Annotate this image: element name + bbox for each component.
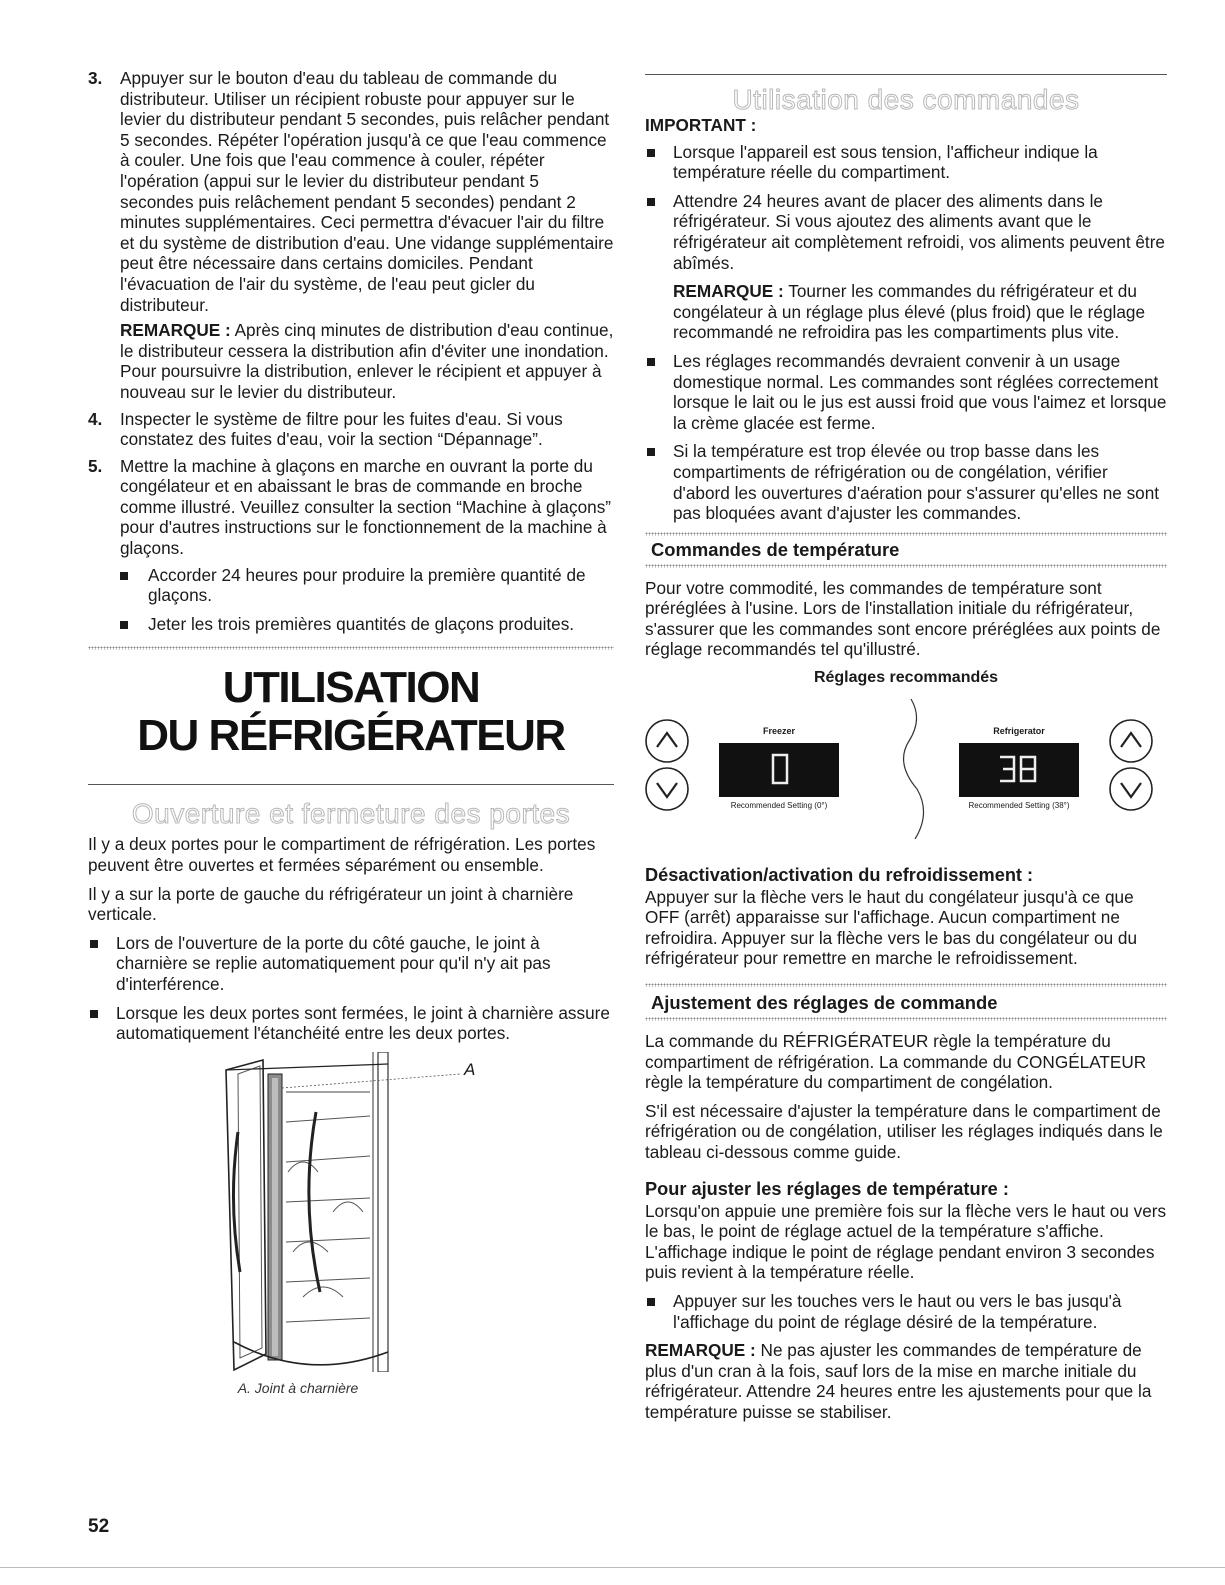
right-column [645, 68, 1167, 1423]
adjust-temperature-title: Pour ajuster les réglages de température : [645, 1178, 1009, 1199]
freezer-up-button[interactable] [646, 720, 688, 762]
step-5 [88, 456, 614, 559]
paragraph: Il y a deux portes pour le compartiment de réfrigération. Les portes peuvent être ouvertes et fermées séparément ou ensemble. [88, 834, 596, 876]
page-bottom-rule [0, 1567, 1225, 1568]
bullet-item: Les réglages recommandés devraient convenir à un usage domestique normal. Les commandes sont réglées correctement lorsque le lait ou le jus est aussi froid que vous l'aimez et lorsque la crème glacée est ferme. [645, 351, 1167, 433]
paragraph: La commande du RÉFRIGÉRATEUR règle la température du compartiment de réfrigération. La commande du CONGÉLATEUR règle la température du compartiment de congélation. [645, 1031, 1147, 1093]
note-label: REMARQUE : [673, 281, 784, 302]
fridge-recommended: Recommended Setting (38°) [968, 800, 1070, 810]
paragraph: Lorsqu'on appuie une première fois sur la flèche vers le haut ou vers le bas, le point de réglage actuel de la température s'affiche. L'affichage indique le point de réglage pendant environ 3 secondes puis revient à la température réelle. [645, 1200, 1167, 1283]
important-list [645, 142, 1167, 524]
cooling-toggle-title: Désactivation/activation du refroidissement : [645, 864, 1034, 885]
fridge-label: Refrigerator [993, 725, 1045, 736]
note-text: Ne pas ajuster les commandes de température de plus d'un cran à la fois, sauf lors de la mise en marche initiale du réfrigérateur. Attendre 24 heures entre les ajustements pour que la température puisse se stabiliser. [645, 1340, 1152, 1422]
dotted-divider [645, 983, 1167, 987]
figure-label: A [464, 1059, 476, 1079]
dotted-divider [645, 532, 1167, 536]
bullet-item: Lors de l'ouverture de la porte du côté gauche, le joint à charnière se replie automatiquement pour qu'il n'y ait pas d'interférence. [88, 933, 614, 995]
step-number: 4. [88, 408, 103, 429]
bullet-item: Accorder 24 heures pour produire la première quantité de glaçons. [88, 565, 614, 606]
bullet-list [88, 933, 614, 1044]
step-note [120, 320, 614, 402]
bullet-item: Jeter les trois premières quantités de glaçons produites. [88, 614, 614, 635]
paragraph: Appuyer sur la flèche vers le haut du congélateur jusqu'à ce que OFF (arrêt) apparaisse sur l'affichage. Aucun compartiment ne refroidira. Appuyer sur la flèche vers le bas du congélateur ou du réfrigérateur pour remettre en marche le refroidissement. [645, 886, 1138, 969]
note-text: Tourner les commandes du réfrigérateur et du congélateur à un réglage plus élevé (plus froid) que le réglage recommandé ne refroidira pas les compartiments plus vite. [673, 281, 1146, 343]
bullet-item: Lorsque les deux portes sont fermées, le joint à charnière assure automatiquement l'étanchéité entre les deux portes. [88, 1003, 614, 1044]
left-column [88, 68, 614, 1412]
step-text: Inspecter le système de filtre pour les fuites d'eau. Si vous constatez des fuites d'eau, voir la section “Dépannage”. [120, 408, 563, 450]
important-label: IMPORTANT : [645, 115, 757, 135]
note-text: Après cinq minutes de distribution d'eau continue, le distributeur cessera la distribution afin d'éviter une inondation. Pour poursuivre la distribution, enlever le récipient et appuyer à nouveau sur le levier du distributeur. [120, 320, 614, 402]
step-text: Mettre la machine à glaçons en marche en ouvrant la porte du congélateur et en abaissant le bras de commande en broche comme illustré. Veuillez consulter la section “Machine à glaçons” pour d'autres instructions sur le fonctionnement de la machine à glaçons. [120, 455, 612, 559]
step-number: 3. [88, 68, 103, 88]
panel-graphics [645, 689, 1167, 839]
dotted-divider [645, 1017, 1167, 1021]
section-rule [88, 784, 614, 785]
refrigerator-door-illustration [88, 1052, 614, 1372]
temperature-controls-title: Commandes de température [651, 538, 900, 560]
page-number: 52 [88, 1516, 110, 1537]
section-title: Ouverture et fermeture des portes [131, 798, 571, 830]
step-5-bullets [88, 565, 614, 635]
paragraph: S'il est nécessaire d'ajuster la température dans le compartiment de réfrigération ou de congélation, utiliser les réglages indiqués dans le tableau ci-dessous comme guide. [645, 1100, 1163, 1162]
important-note [645, 281, 1167, 343]
freezer-label: Freezer [762, 725, 796, 736]
adjust-settings-title: Ajustement des réglages de commande [651, 992, 998, 1014]
fridge-down-button[interactable] [1110, 768, 1152, 810]
chapter-title [88, 664, 614, 760]
step-4 [88, 409, 614, 450]
chapter-title-line-1: UTILISATION [222, 663, 480, 713]
step-text: Appuyer sur le bouton d'eau du tableau de commande du distributeur. Utiliser un récipient robuste pour appuyer sur le levier du distributeur pendant 5 secondes, puis relâcher pendant 5 secondes. Répéter l'opération jusqu'à ce que l'eau commence à couler. Une fois que l'eau commence à couler, répéter l'opération (appui sur le levier du distributeur pendant 5 secondes puis relâchement pendant 5 secondes) pendant 2 minutes supplémentaires. Ceci permettra d'évacuer l'air du filtre et du système de distribution d'eau. Une vidange supplémentaire peut être nécessaire dans certains domiciles. Pendant l'évacuation de l'air du système, de l'eau peut gicler du distributeur. [120, 68, 614, 315]
note-label: REMARQUE : [645, 1340, 756, 1361]
bullet-item: Si la température est trop élevée ou trop basse dans les compartiments de réfrigération ou de congélation, vérifier d'abord les ouvertures d'aération pour s'assurer qu'elles ne sont pas bloquées avant d'ajuster les commandes. [645, 441, 1167, 523]
fridge-up-button[interactable] [1110, 720, 1152, 762]
refrigerator-figure [88, 1052, 614, 1412]
recommended-settings-title: Réglages recommandés [813, 669, 999, 687]
freezer-recommended: Recommended Setting (0°) [730, 800, 828, 810]
bullet-item: Lorsque l'appareil est sous tension, l'afficheur indique la température réelle du compartiment. [645, 142, 1167, 183]
bullet-item: Attendre 24 heures avant de placer des aliments dans le réfrigérateur. Si vous ajoutez des aliments avant que le réfrigérateur ait complètement refroidi, vos aliments peuvent être abîmés. [645, 191, 1167, 273]
step-number: 5. [88, 455, 103, 476]
chapter-title-line-2: DU RÉFRIGÉRATEUR [137, 711, 565, 761]
note-label: REMARQUE : [120, 320, 231, 341]
step-3 [88, 68, 614, 403]
dotted-divider [645, 564, 1167, 568]
figure-caption: A. Joint à charnière [237, 1379, 359, 1396]
bullet-item: Appuyer sur les touches vers le haut ou vers le bas jusqu'à l'affichage du point de réglage désiré de la température. [645, 1291, 1167, 1332]
paragraph: Pour votre commodité, les commandes de température sont préréglées à l'usine. Lors de l'installation initiale du réfrigérateur, s'assurer que les commandes sont encore préréglées aux points de réglage recommandés tel qu'illustré. [645, 577, 1161, 660]
section-title: Utilisation des commandes [732, 84, 1080, 115]
control-panel-illustration [645, 689, 1167, 839]
paragraph: Il y a sur la porte de gauche du réfrigérateur un joint à charnière verticale. [88, 883, 574, 925]
closing-note [645, 1340, 1167, 1422]
section-rule [645, 74, 1167, 75]
freezer-down-button[interactable] [646, 768, 688, 810]
dotted-divider [88, 646, 614, 650]
